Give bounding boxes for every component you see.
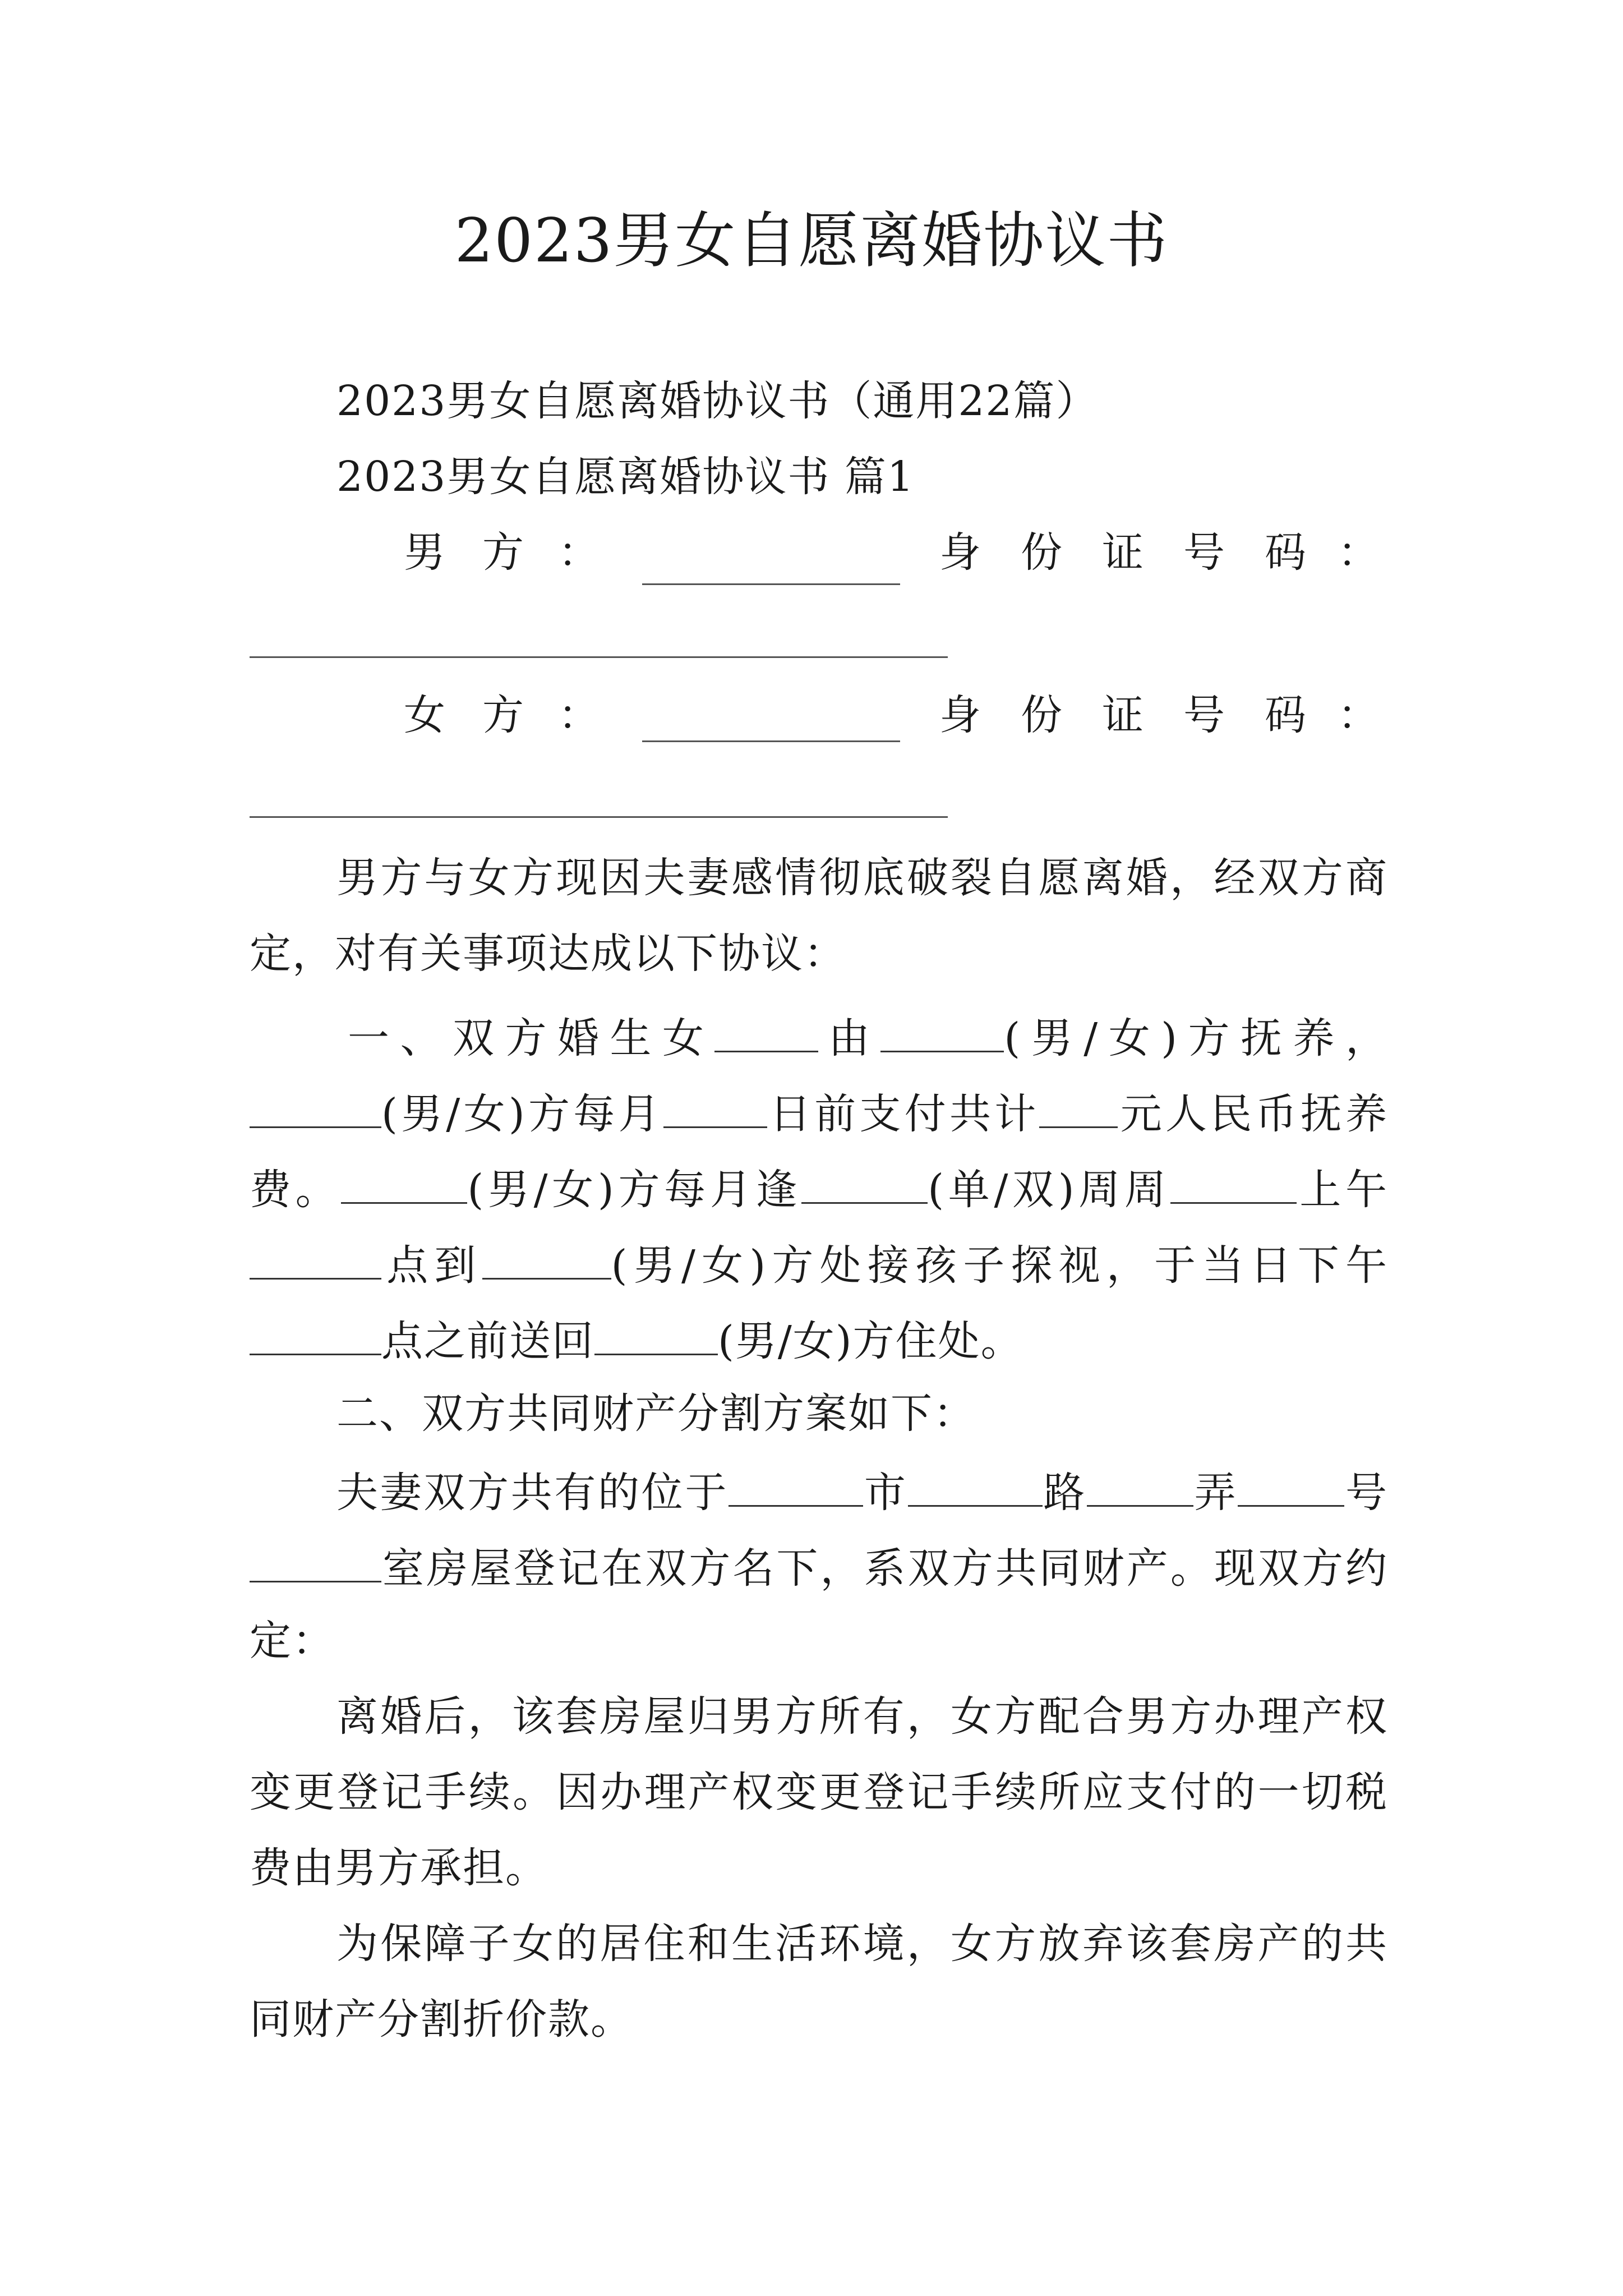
male-name-blank[interactable] (642, 583, 900, 585)
clause1-text: 日前支付共计 (767, 1090, 1040, 1138)
clause1-blank[interactable] (1170, 1158, 1297, 1204)
property-blank[interactable] (728, 1461, 863, 1507)
clause1-text: 由 (818, 1014, 881, 1062)
children-line: 为保障子女的居住和生活环境，女方放弃该套房产的共 (336, 1920, 1388, 1968)
clause1-line (250, 1234, 1388, 1294)
intro-line: 男方与女方现因夫妻感情彻底破裂自愿离婚，经双方商 (336, 854, 1388, 902)
male-id-char: 号 (1183, 528, 1226, 577)
female-id-char: 证 (1102, 691, 1145, 739)
property-text: 夫妻双方共有的位于 (336, 1469, 729, 1517)
clause1-text: (男/女)方住处。 (718, 1317, 1023, 1365)
clause1-text: (男/女)方每月 (381, 1090, 663, 1138)
document-title: 2023男女自愿离婚协议书 (454, 206, 1169, 276)
property-blank[interactable] (908, 1461, 1043, 1507)
clause1-text: 费。 (250, 1166, 342, 1214)
clause1-line (250, 1083, 1388, 1142)
clause1-blank[interactable] (250, 1310, 381, 1355)
property-text: 号 (1344, 1469, 1388, 1517)
clause1-line (250, 1310, 1388, 1369)
clause1-blank[interactable] (663, 1083, 767, 1128)
clause1-blank[interactable] (250, 1083, 381, 1128)
clause1-text: (单/双)周周 (928, 1166, 1170, 1214)
clause1-text: 点到 (381, 1241, 482, 1290)
after-divorce-line: 离婚后，该套房屋归男方所有，女方配合男方办理产权 (336, 1692, 1388, 1741)
clause1-blank[interactable] (714, 1007, 818, 1052)
property-blank[interactable] (1238, 1461, 1344, 1507)
clause1-line (348, 1007, 1388, 1066)
section-heading: 2023男女自愿离婚协议书 篇1 (336, 453, 915, 501)
female-id-char: 身 (939, 691, 982, 739)
male-id-char: 份 (1021, 528, 1063, 577)
male-label-char: 男 (404, 528, 446, 577)
male-label-char: ： (558, 528, 601, 577)
male-label-char: 方 (482, 528, 525, 577)
property-text: 市 (863, 1469, 908, 1517)
clause1-text: (男/女)方每月逢 (467, 1166, 802, 1214)
clause1-blank[interactable] (482, 1234, 611, 1280)
children-line: 同财产分割折价款。 (250, 1995, 633, 2044)
male-id-char: 证 (1102, 528, 1145, 577)
clause1-text: (男/女)方处接孩子探视，于当日下午 (611, 1241, 1389, 1290)
male-id-char: ： (1338, 528, 1380, 577)
property-text: 路 (1042, 1469, 1087, 1517)
clause1-blank[interactable] (250, 1234, 381, 1280)
clause1-line (250, 1158, 1388, 1218)
document-subtitle: 2023男女自愿离婚协议书（通用22篇） (336, 377, 1099, 425)
female-id-blank[interactable] (250, 816, 948, 818)
female-label-char: 方 (482, 691, 525, 739)
male-id-blank[interactable] (250, 656, 948, 658)
property-line: 定： (250, 1617, 335, 1665)
clause1-text: (男/女)方抚养， (1004, 1014, 1389, 1062)
after-divorce-line: 费由男方承担。 (250, 1844, 548, 1892)
female-label-char: 女 (404, 691, 446, 739)
clause2-heading: 二、双方共同财产分割方案如下： (336, 1389, 976, 1438)
after-divorce-line: 变更登记手续。因办理产权变更登记手续所应支付的一切税 (250, 1768, 1388, 1816)
clause1-text: 一、双方婚生女 (348, 1014, 715, 1062)
female-id-char: 份 (1021, 691, 1063, 739)
clause1-text: 上午 (1296, 1166, 1389, 1214)
female-id-char: ： (1338, 691, 1380, 739)
clause1-blank[interactable] (594, 1310, 718, 1355)
clause1-blank[interactable] (341, 1158, 467, 1204)
property-text: 室房屋登记在双方名下，系双方共同财产。现双方约 (381, 1544, 1388, 1593)
property-blank[interactable] (1087, 1461, 1193, 1507)
property-blank[interactable] (250, 1537, 381, 1582)
clause1-blank[interactable] (880, 1007, 1004, 1052)
clause1-text: 元人民币抚养 (1118, 1090, 1389, 1138)
clause1-blank[interactable] (1039, 1083, 1118, 1128)
clause1-text: 点之前送回 (381, 1317, 594, 1365)
female-name-blank[interactable] (642, 740, 900, 742)
property-text: 弄 (1193, 1469, 1238, 1517)
female-id-char: 码 (1265, 691, 1307, 739)
clause1-blank[interactable] (801, 1158, 928, 1204)
male-id-char: 身 (939, 528, 982, 577)
female-id-char: 号 (1183, 691, 1226, 739)
female-label-char: ： (558, 691, 601, 739)
male-id-char: 码 (1265, 528, 1307, 577)
intro-line: 定，对有关事项达成以下协议： (250, 930, 846, 978)
property-line (336, 1461, 1388, 1521)
property-line (250, 1537, 1388, 1596)
